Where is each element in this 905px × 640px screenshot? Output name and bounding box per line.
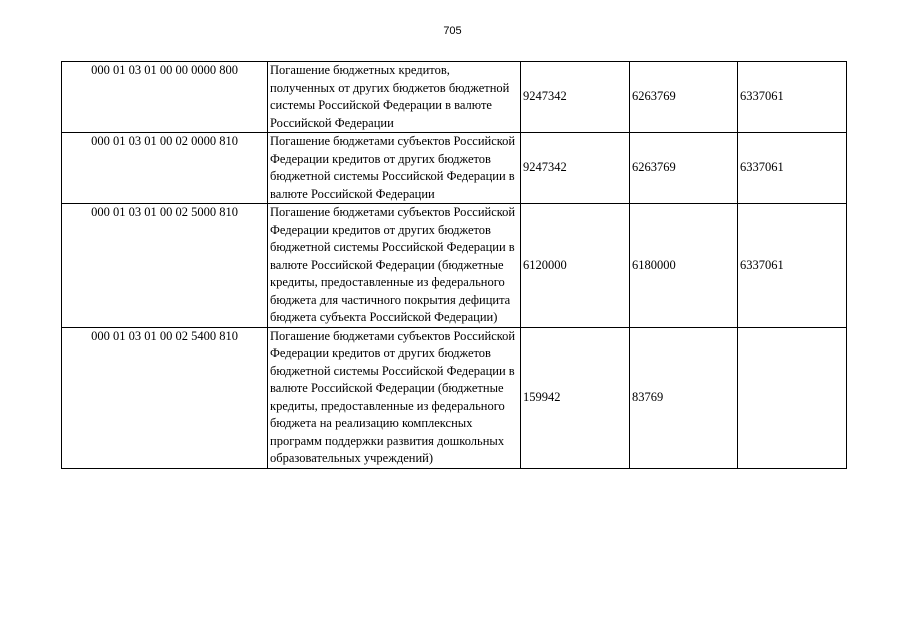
amount-cell-2: 6180000 — [630, 204, 738, 328]
amount-cell-2: 83769 — [630, 327, 738, 468]
amount-cell-1: 159942 — [521, 327, 630, 468]
description-cell: Погашение бюджетами субъектов Российской Федерации кредитов от других бюджетов бюджетной системы Российской Федерации в валюте Российской Федерации — [268, 133, 521, 204]
amount-cell-1: 9247342 — [521, 133, 630, 204]
amount-cell-3 — [738, 327, 847, 468]
amount-cell-2: 6263769 — [630, 62, 738, 133]
table-row — [62, 327, 847, 468]
amount-cell-2: 6263769 — [630, 133, 738, 204]
amount-cell-3: 6337061 — [738, 133, 847, 204]
budget-table — [61, 61, 847, 469]
table-row — [62, 133, 847, 204]
amount-cell-1: 6120000 — [521, 204, 630, 328]
amount-cell-3: 6337061 — [738, 204, 847, 328]
description-cell: Погашение бюджетных кредитов, полученных от других бюджетов бюджетной системы Российской Федерации в валюте Российской Федерации — [268, 62, 521, 133]
budget-code-cell: 000 01 03 01 00 02 5400 810 — [62, 327, 268, 468]
amount-cell-1: 9247342 — [521, 62, 630, 133]
description-cell: Погашение бюджетами субъектов Российской Федерации кредитов от других бюджетов бюджетной системы Российской Федерации в валюте Российской Федерации (бюджетные кредиты, предоставленные из федерального бюджета на реализацию комплексных программ поддержки развития дошкольных образовательных учреждений) — [268, 327, 521, 468]
description-cell: Погашение бюджетами субъектов Российской Федерации кредитов от других бюджетов бюджетной системы Российской Федерации в валюте Российской Федерации (бюджетные кредиты, предоставленные из федерального бюджета для частичного покрытия дефицита бюджета субъекта Российской Федерации) — [268, 204, 521, 328]
page-number: 705 — [443, 25, 462, 37]
table-row — [62, 62, 847, 133]
budget-code-cell: 000 01 03 01 00 02 0000 810 — [62, 133, 268, 204]
table-row — [62, 204, 847, 328]
budget-code-cell: 000 01 03 01 00 00 0000 800 — [62, 62, 268, 133]
amount-cell-3: 6337061 — [738, 62, 847, 133]
budget-code-cell: 000 01 03 01 00 02 5000 810 — [62, 204, 268, 328]
